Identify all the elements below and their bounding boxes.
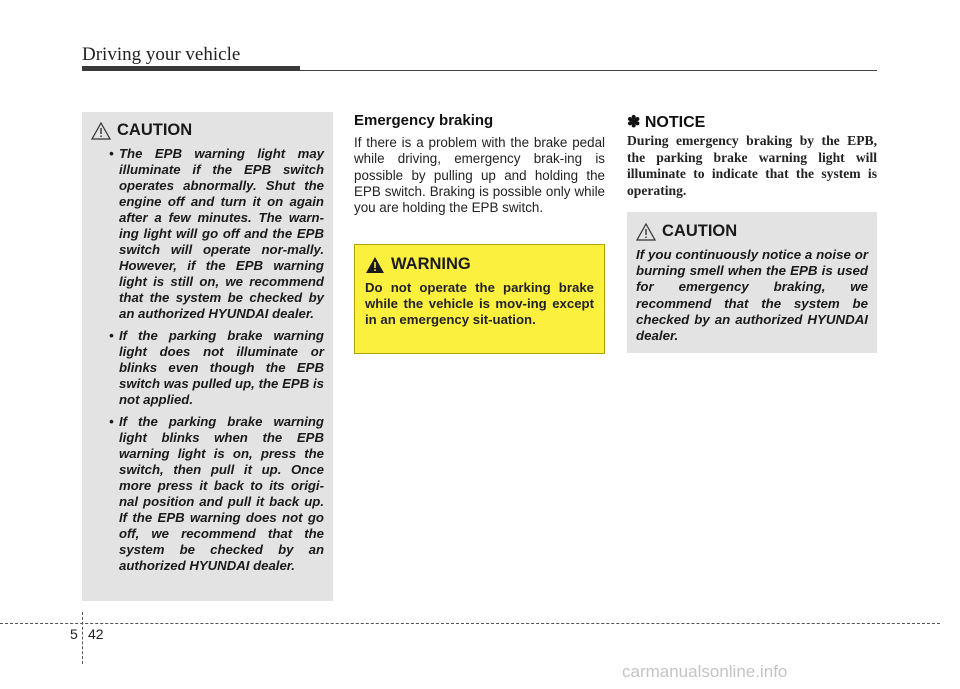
caution-item — [91, 414, 324, 574]
caution-item-text: The EPB warning light may illuminate if the EPB switch operates abnormally. Shut the engine off and turn it on again after a few minutes. The warn-ing light will go off and the EPB switch will operate nor-mally. However, if the EPB warning light is still on, we recommend that the system be checked by an authorized HYUNDAI dealer. — [119, 146, 324, 321]
warning-triangle-outline-icon — [636, 223, 656, 241]
caution-title: CAUTION — [662, 222, 738, 240]
section-number: 5 — [70, 626, 78, 642]
caution-box-noise — [627, 212, 877, 353]
caution-box-epb — [82, 112, 333, 601]
bullet: • — [109, 328, 114, 343]
bullet: • — [109, 146, 114, 161]
warning-body: Do not operate the parking brake while the vehicle is mov-ing except in an emergency sit-uation. — [365, 280, 594, 328]
header-rule-thick — [82, 66, 300, 71]
caution-item — [91, 146, 324, 322]
footer-rule — [0, 623, 940, 624]
bullet: • — [109, 414, 114, 429]
caution-body: If you continuously notice a noise or burning smell when the EPB is used for emergency braking, we recommend that the system be checked by an authorized HYUNDAI dealer. — [636, 247, 868, 344]
caution-title-row — [636, 222, 868, 241]
page-header-title: Driving your vehicle — [82, 44, 241, 65]
footer-divider — [82, 612, 83, 664]
notice-body: During emergency braking by the EPB, the parking brake warning light will illuminate to indicate that the system is operating. — [627, 133, 877, 198]
watermark: carmanualsonline.info — [622, 662, 788, 681]
header-rule-thin — [300, 70, 877, 71]
page-number: 42 — [88, 626, 104, 642]
emergency-braking-heading: Emergency braking — [354, 112, 494, 129]
caution-title: CAUTION — [117, 121, 193, 139]
caution-title-row — [91, 121, 324, 140]
warning-triangle-outline-icon — [91, 122, 111, 140]
warning-title-row — [365, 255, 594, 274]
caution-list — [91, 146, 324, 574]
warning-box — [354, 244, 605, 354]
caution-item-text: If the parking brake warning light blinks when the EPB warning light is on, press the switch, then pull it up. Once more press it back to its origi-nal position and pull it back up. If the EPB warning does not go off, we recommend that the system be checked by an authorized HYUNDAI dealer. — [119, 414, 324, 573]
emergency-braking-body: If there is a problem with the brake pedal while driving, emergency brak-ing is possible by pulling up and holding the EPB switch. Braking is possible only while you are holding the EPB switch. — [354, 135, 605, 216]
caution-item — [91, 328, 324, 408]
warning-triangle-solid-icon — [365, 256, 385, 274]
notice-heading: ✽ NOTICE — [627, 114, 706, 131]
caution-item-text: If the parking brake warning light does not illuminate or blinks even though the EPB switch was pulled up, the EPB is not applied. — [119, 328, 324, 407]
warning-title: WARNING — [391, 255, 471, 273]
